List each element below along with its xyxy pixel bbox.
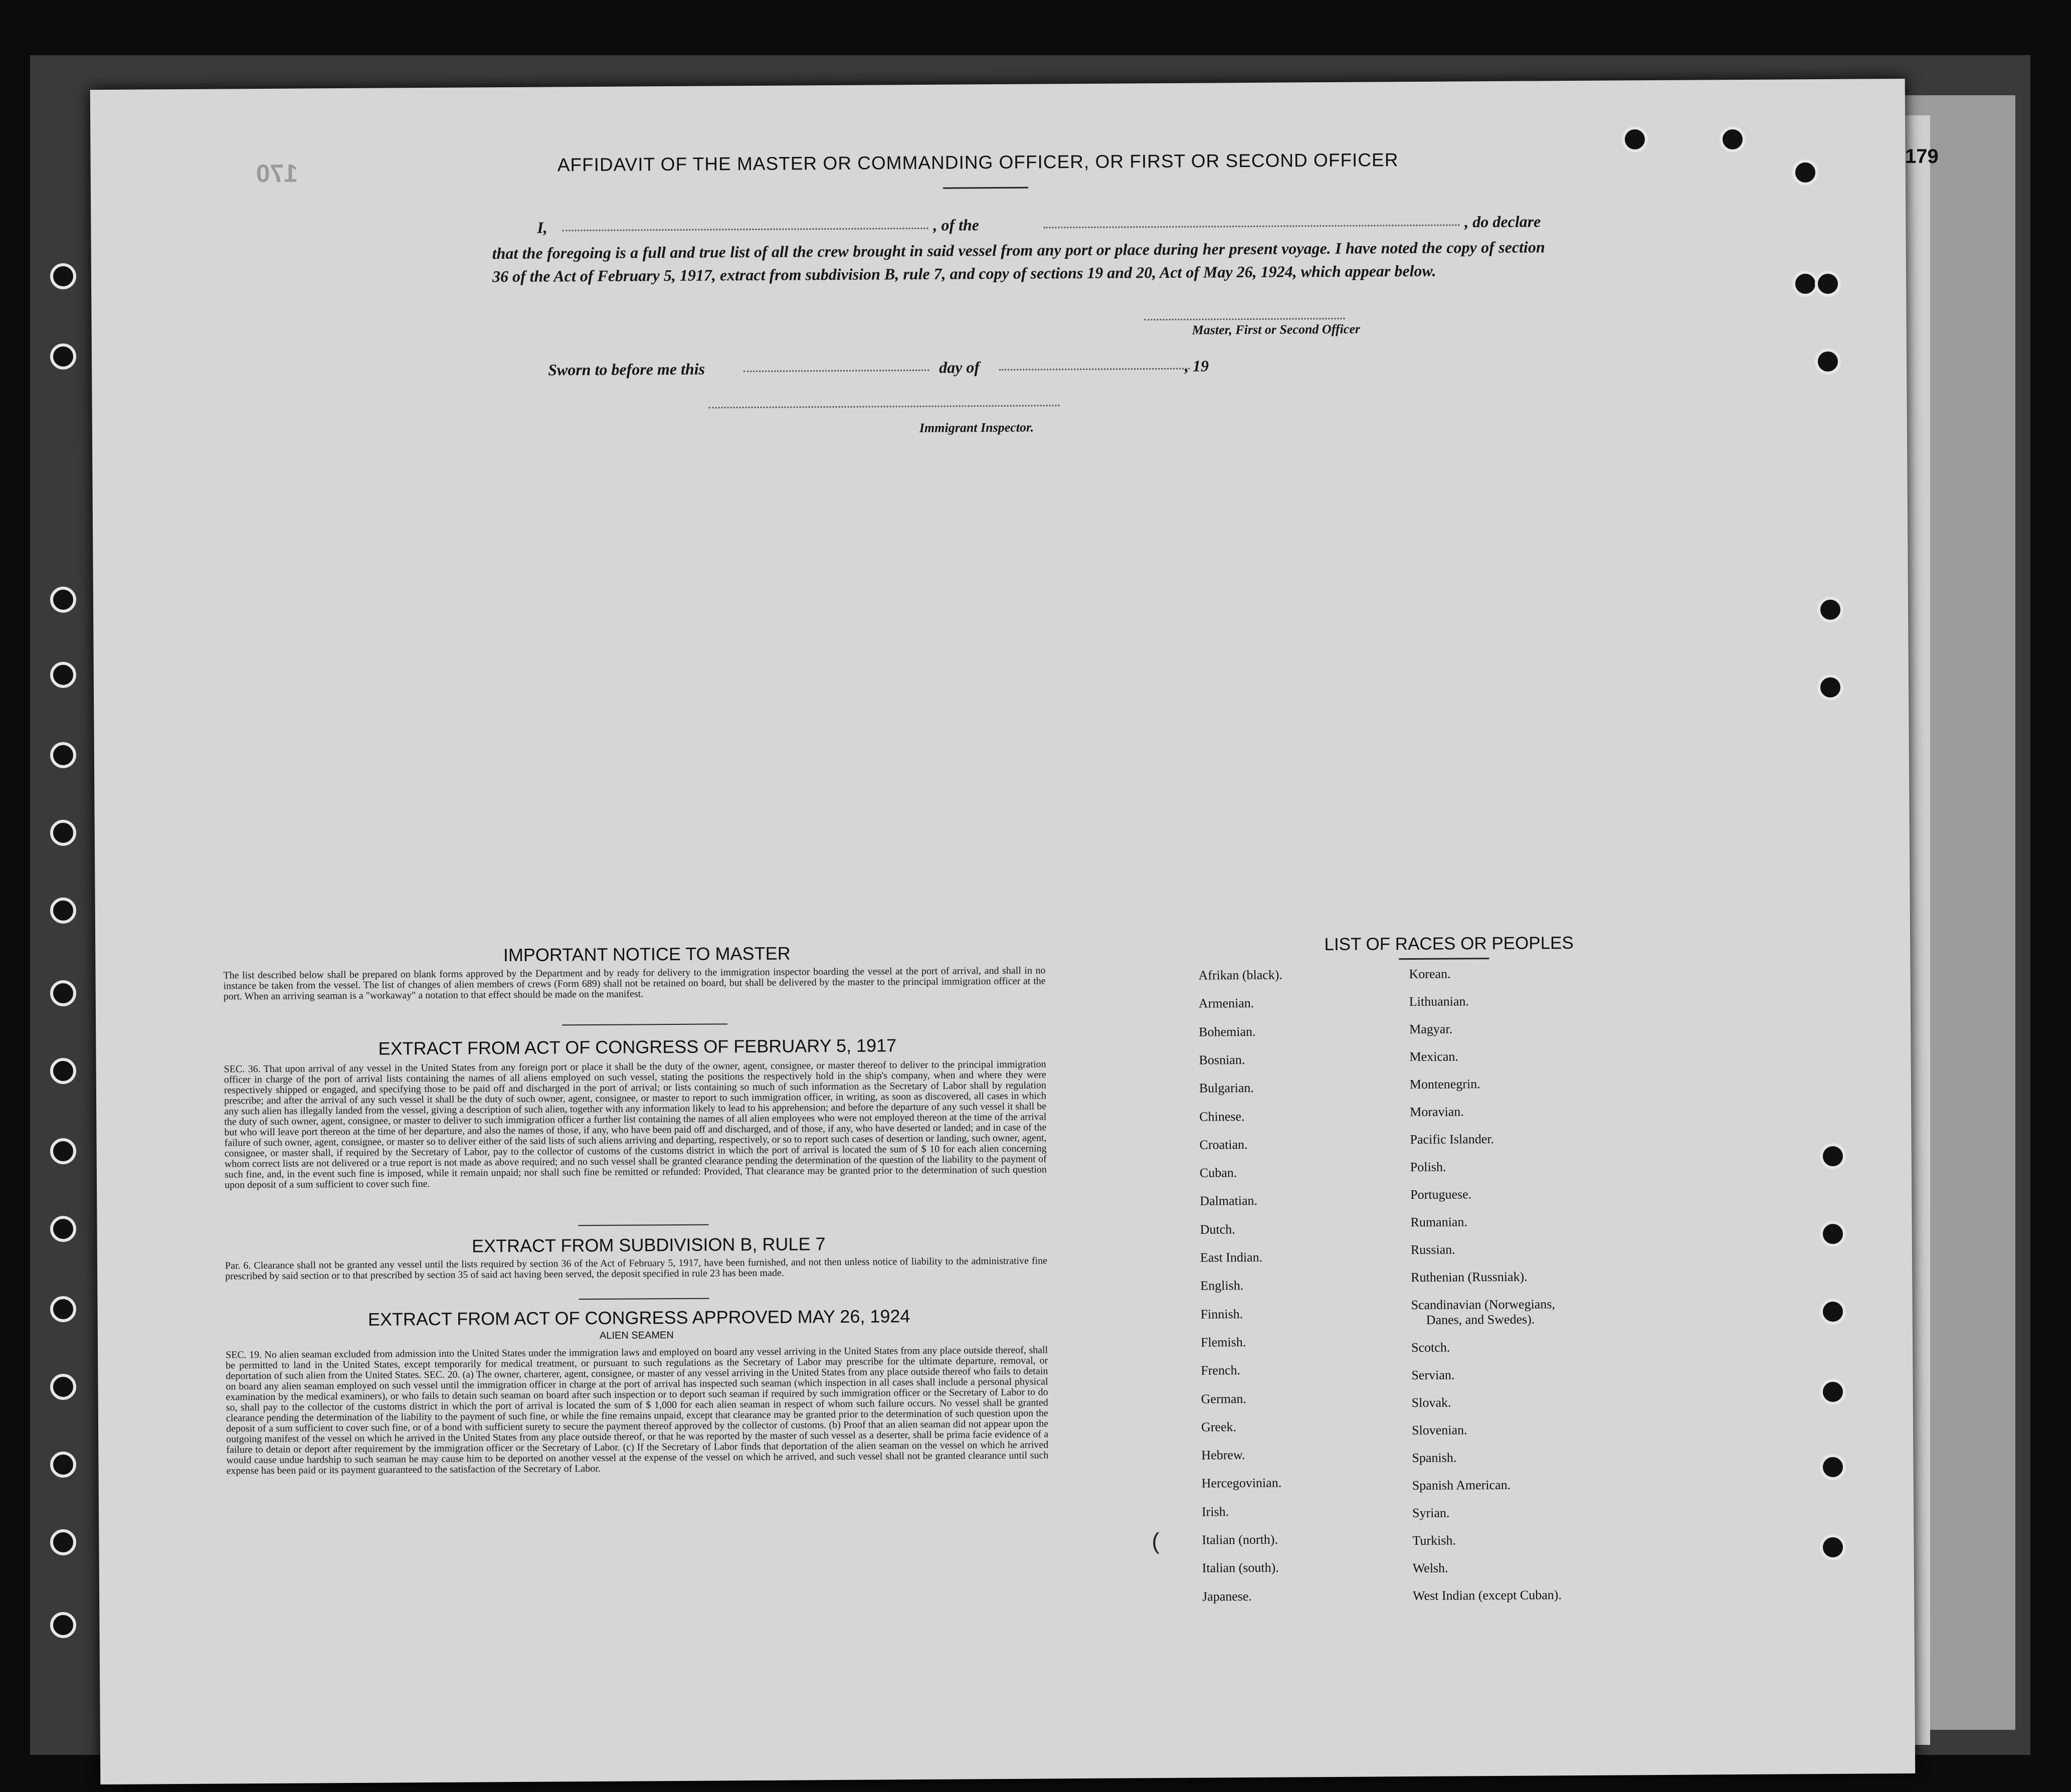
year-prefix-label: , 19 [1185, 356, 1209, 375]
binder-hole [50, 1058, 76, 1084]
master-officer-label: Master, First or Second Officer [1192, 321, 1361, 337]
affidavit-body-text: that the foregoing is a full and true list of all the crew brought in said vessel from any port or place during her present voyage. I have noted the copy of section 36 of the Act of February 5, 1917, extract from subdivision B, rule 7, and copy of sections 19 and 20, Act of May 26, 1924, which appear below. [492, 238, 1545, 286]
extract-rule7-title: EXTRACT FROM SUBDIVISION B, RULE 7 [471, 1233, 826, 1257]
extract-1924-subtitle: ALIEN SEAMEN [599, 1330, 674, 1341]
race-item: Chinese. [1199, 1109, 1245, 1124]
race-item: German. [1201, 1391, 1247, 1406]
race-item: Bohemian. [1199, 1024, 1256, 1039]
binder-hole [50, 587, 76, 613]
binder-hole [50, 1452, 76, 1478]
binder-hole [50, 1612, 76, 1638]
declarant-name-field[interactable] [562, 228, 928, 231]
extract-1924-title: EXTRACT FROM ACT OF CONGRESS APPROVED MAY 26, 1924 [367, 1306, 910, 1330]
race-item: Pacific Islander. [1410, 1132, 1494, 1147]
notice-title: IMPORTANT NOTICE TO MASTER [503, 943, 791, 966]
notice-rule [562, 1023, 727, 1025]
binder-hole [1820, 1534, 1846, 1560]
pencil-mark: ( [1152, 1528, 1160, 1554]
affidavit-title: AFFIDAVIT OF THE MASTER OR COMMANDING OFFICER, OR FIRST OR SECOND OFFICER [557, 149, 1399, 175]
race-item: Hebrew. [1201, 1448, 1245, 1463]
race-item: Greek. [1201, 1419, 1237, 1435]
extract-1917-title: EXTRACT FROM ACT OF CONGRESS OF FEBRUARY 5, 1917 [378, 1035, 897, 1059]
race-item: Armenian. [1198, 996, 1254, 1011]
binder-hole [1622, 126, 1648, 152]
race-item: Japanese. [1202, 1588, 1252, 1604]
race-item: Ruthenian (Russniak). [1411, 1269, 1528, 1285]
race-item: Slovak. [1411, 1395, 1451, 1410]
race-item: Bulgarian. [1199, 1081, 1254, 1096]
race-item: Mexican. [1409, 1049, 1459, 1064]
officer-signature-field[interactable] [1145, 318, 1345, 320]
binder-hole [50, 1296, 76, 1322]
sworn-day-field[interactable] [743, 370, 929, 372]
race-item: Turkish. [1412, 1533, 1456, 1548]
race-item: West Indian (except Cuban). [1413, 1587, 1562, 1603]
binder-hole [1792, 159, 1818, 186]
inspector-signature-field[interactable] [709, 405, 1060, 408]
affidavit-i-label: I, [537, 218, 547, 237]
binder-hole [1820, 1299, 1846, 1325]
race-item: Croatian. [1199, 1137, 1248, 1152]
race-item: Syrian. [1412, 1505, 1450, 1521]
race-item: Scotch. [1411, 1340, 1450, 1355]
race-item: Irish. [1201, 1504, 1229, 1519]
race-item: Servian. [1411, 1367, 1455, 1383]
binder-hole [1820, 1143, 1846, 1169]
extract-rule7-rule [579, 1298, 709, 1300]
binder-hole [50, 980, 76, 1006]
binder-hole [50, 820, 76, 846]
race-item: Spanish. [1412, 1450, 1457, 1466]
binder-hole [50, 1529, 76, 1555]
extract-1924-text: SEC. 19. No alien seaman excluded from admission into the United States under the immigration laws and employed on board any vessel arriving in the United States from any place outside thereof, shall be permitted to land in the United States, except temporarily for medical treatment, or pursuant to such regulations as the Secretary of Labor may prescribe for the ultimate departure, removal, or deportation of such alien from the United States. SEC. 20. (a) The owner, charterer, agent, consignee, or master of any vessel arriving in the United States from any place outside thereof who fails to detain on board any alien seaman employed on such vessel until the immigration officer in charge at the port of arrival has inspected such seaman (which inspection in all cases shall include a personal physical examination by the medical examiners), or who fails to detain such seaman on board after such inspection or to deport such seaman if required by such immigration officer or the Secretary of Labor to do so, shall pay to the collector of the customs district in which the port of arrival is located the sum of $ 1,000 for each alien seaman in respect of whom such failure occurs. No vessel shall be granted clearance pending the determination of the liability to the payment of such fine, or while the fine remains unpaid, except that clearance may be granted prior to the determination of such question upon the deposit of a sum sufficient to cover such fine, or of a bond with sufficient surety to secure the payment thereof approved by the collector of customs. (b) Proof that an alien seaman did not appear upon the outgoing manifest of the vessel on which he arrived in the United States from any place outside thereof, or that he was reported by the master of such vessel as a deserter, shall be prima facie evidence of a failure to detain or deport after requirement by the immigration officer or the Secretary of Labor. (c) If the Secretary of Labor finds that deportation of the alien seaman on the vessel on which he arrived would cause undue hardship to such seaman he may cause him to be deported on another vessel at the expense of the vessel on which he arrived, and such vessel shall not be granted clearance until such expense has been paid or its payment guaranteed to the satisfaction of the Secretary of Labor. [226, 1344, 1049, 1477]
inspector-label: Immigrant Inspector. [919, 420, 1034, 435]
page-number-right: 179 [1905, 145, 1939, 167]
extract-1917-rule [579, 1224, 709, 1226]
race-item: Finnish. [1200, 1306, 1243, 1322]
race-item: Flemish. [1200, 1334, 1246, 1350]
race-item: Rumanian. [1410, 1214, 1468, 1230]
race-item: Russian. [1410, 1242, 1455, 1258]
race-item: Korean. [1409, 966, 1451, 982]
binder-hole [1820, 1454, 1846, 1480]
binder-hole [50, 1138, 76, 1164]
race-item: Italian (south). [1202, 1560, 1279, 1575]
extract-1917-text: SEC. 36. That upon arrival of any vessel in the United States from any foreign port or place it shall be the duty of the owner, agent, consignee, or master thereof to deliver to the principal immigration officer in charge of the port of arrival lists containing the names of all aliens employed on such vessel, stating the positions the respectively hold in the ship's company, when and where they were respectively shipped or engaged, and specifying those to be paid off and discharged in the port of arrival; or lists containing so much of such information as the Secretary of Labor shall by regulation prescribe; and after the arrival of any such vessel it shall be the duty of such owner, agent, consignee, or master to report to such immigration officer, in writing, as soon as discovered, all cases in which any such alien has illegally landed from the vessel, giving a description of such alien, together with any information likely to lead to his apprehension; and before the departure of any such vessel it shall be the duty of such owner, agent, consignee, or master to deliver to such immigration officer a further list containing the names of all alien employees who were not employed thereon at the time of the arrival but who will leave port thereon at the time of her departure, and also the names of those, if any, who have been paid off and discharged, and of those, if any, who have deserted or landed; and in case of the failure of such owner, agent, consignee, or master so to deliver either of the said lists of such aliens arriving and departing, respectively, or so to report such cases of desertion or landing, such owner, agent, consignee, or master shall, if required by the Secretary of Labor, pay to the collector of customs of the customs district in which the port of arrival is located the sum of $ 10 for each alien concerning whom correct lists are not delivered or a true report is not made as above required; and no such vessel shall be granted clearance pending the determination of the question of the liability to the payment of such fine, and, in the event such fine is imposed, while it remain unpaid; nor shall such fine be remitted or refunded: Provided, That clearance may be granted prior to the determination of such question upon deposit of a sum sufficient to cover such fine. [224, 1058, 1047, 1191]
binder-hole [1815, 271, 1841, 297]
race-item: Danes, and Swedes). [1426, 1312, 1535, 1328]
race-item: English. [1200, 1278, 1244, 1293]
binder-hole [1817, 674, 1843, 700]
page-number-reversed: 170 [256, 159, 298, 188]
race-item: East Indian. [1200, 1249, 1263, 1265]
race-item: Scandinavian (Norwegians, [1411, 1297, 1556, 1313]
race-item: Moravian. [1410, 1104, 1464, 1120]
binder-hole [50, 1374, 76, 1400]
binder-hole [50, 263, 76, 289]
race-item: Dutch. [1200, 1221, 1235, 1237]
day-of-label: day of [939, 358, 980, 377]
affidavit-do-declare: , do declare [1464, 212, 1541, 231]
race-item: Italian (north). [1202, 1532, 1278, 1547]
binder-hole [1820, 1379, 1846, 1405]
binder-hole [50, 662, 76, 688]
extract-rule7-text: Par. 6. Clearance shall not be granted any vessel until the lists required by section 36 of the Act of February 5, 1917, have been furnished, and not then unless notice of liability to the administrative fine prescribed by said section or to that prescribed by section 35 of said act having been served, the deposit specified in rule 23 has been made. [225, 1255, 1048, 1282]
sworn-label: Sworn to before me this [548, 360, 705, 379]
binder-hole [50, 898, 76, 924]
race-item: Lithuanian. [1409, 994, 1469, 1009]
binder-hole [50, 742, 76, 768]
race-item: Slovenian. [1412, 1422, 1467, 1438]
race-item: Hercegovinian. [1201, 1476, 1282, 1491]
binder-hole [50, 1216, 76, 1242]
binder-hole [1820, 1221, 1846, 1247]
races-title: LIST OF RACES OR PEOPLES [1324, 933, 1574, 955]
race-item: French. [1201, 1363, 1241, 1378]
race-item: Welsh. [1412, 1560, 1448, 1576]
race-item: Magyar. [1409, 1021, 1453, 1037]
affidavit-title-rule [943, 187, 1028, 189]
vessel-name-field[interactable] [1043, 224, 1459, 228]
race-item: Polish. [1410, 1159, 1446, 1175]
races-title-rule [1399, 958, 1489, 960]
binder-hole [1815, 348, 1841, 375]
race-item: Spanish American. [1412, 1478, 1511, 1493]
binder-hole [50, 343, 76, 370]
affidavit-of-the: , of the [933, 216, 980, 234]
binder-hole [1720, 126, 1746, 152]
race-item: Montenegrin. [1409, 1077, 1480, 1092]
race-item: Dalmatian. [1200, 1193, 1258, 1208]
binder-hole [1817, 597, 1843, 623]
race-item: Portuguese. [1410, 1187, 1472, 1202]
race-item: Cuban. [1199, 1165, 1237, 1180]
notice-text: The list described below shall be prepared on blank forms approved by the Department and by ready for delivery to the immigration inspector boarding the vessel at the port of arrival, and shall in no instance be taken from the vessel. The list of changes of alien members of crews (Form 689) shall not be retained on board, but shall be delivered by the master to the principal immigration officer at the port. When an arriving seaman is a "workaway" a notation to that effect should be made on the manifest. [223, 965, 1046, 1002]
sworn-month-field[interactable] [999, 368, 1190, 371]
race-item: Bosnian. [1199, 1052, 1245, 1067]
race-item: Afrikan (black). [1198, 967, 1283, 983]
manifest-page [90, 79, 1916, 1784]
